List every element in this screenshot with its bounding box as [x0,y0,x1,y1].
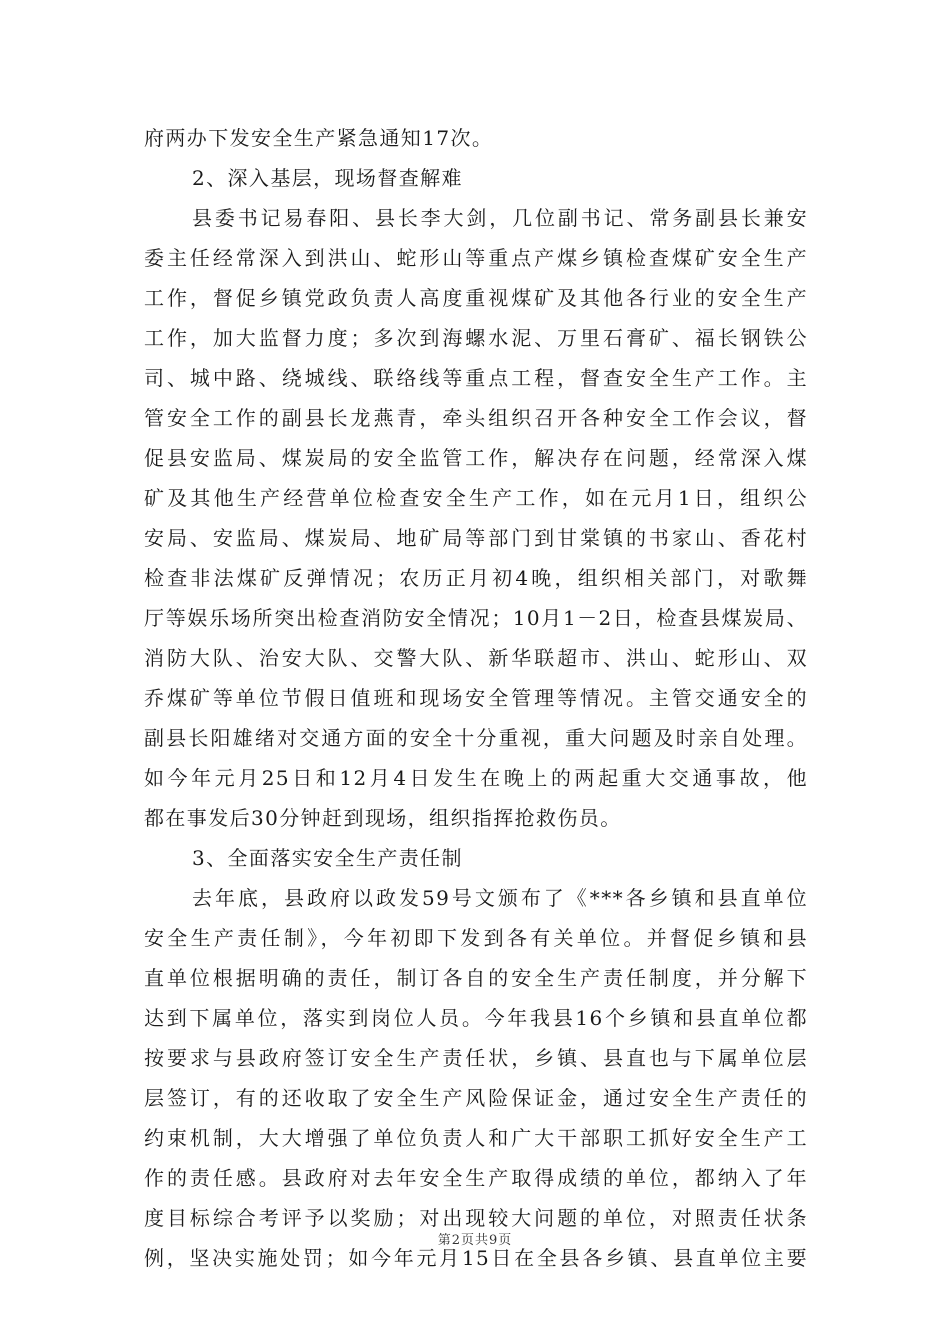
body-line: 达到下属单位，落实到岗位人员。今年我县16个乡镇和县直单位都 [144,1006,808,1030]
body-line: 都在事发后30分钟赶到现场，组织指挥抢救伤员。 [144,806,622,830]
body-line: 厅等娱乐场所突出检查消防安全情况；10月1－2日，检查县煤炭局、 [144,606,808,630]
body-line: 府两办下发安全生产紧急通知17次。 [144,126,494,150]
body-line: 促县安监局、煤炭局的安全监管工作，解决存在问题，经常深入煤 [144,446,808,470]
body-line: 直单位根据明确的责任，制订各自的安全生产责任制度，并分解下 [144,966,808,990]
body-line: 安全生产责任制》，今年初即下发到各有关单位。并督促乡镇和县 [144,926,808,950]
body-line: 度目标综合考评予以奖励；对出现较大问题的单位，对照责任状条 [144,1206,808,1230]
body-line: 作的责任感。县政府对去年安全生产取得成绩的单位，都纳入了年 [144,1166,808,1190]
body-line: 司、城中路、绕城线、联络线等重点工程，督查安全生产工作。主 [144,366,808,390]
body-line: 工作，加大监督力度；多次到海螺水泥、万里石膏矿、福长钢铁公 [144,326,808,350]
body-line: 县委书记易春阳、县长李大剑，几位副书记、常务副县长兼安 [192,206,808,230]
body-line: 副县长阳雄绪对交通方面的安全十分重视，重大问题及时亲自处理。 [144,726,808,750]
body-line: 消防大队、治安大队、交警大队、新华联超市、洪山、蛇形山、双 [144,646,808,670]
body-line: 例，坚决实施处罚；如今年元月15日在全县各乡镇、县直单位主要 [144,1246,808,1270]
body-line: 如今年元月25日和12月4日发生在晚上的两起重大交通事故，他 [144,766,808,790]
body-line: 检查非法煤矿反弹情况；农历正月初4晚，组织相关部门，对歌舞 [144,566,808,590]
section-heading: 2、深入基层，现场督查解难 [192,166,463,190]
body-line: 管安全工作的副县长龙燕青，牵头组织召开各种安全工作会议，督 [144,406,808,430]
body-line: 乔煤矿等单位节假日值班和现场安全管理等情况。主管交通安全的 [144,686,808,710]
body-line: 工作，督促乡镇党政负责人高度重视煤矿及其他各行业的安全生产 [144,286,808,310]
body-line: 按要求与县政府签订安全生产责任状，乡镇、县直也与下属单位层 [144,1046,808,1070]
body-line: 委主任经常深入到洪山、蛇形山等重点产煤乡镇检查煤矿安全生产 [144,246,808,270]
page-number-footer: 第2页共9页 [437,1233,513,1248]
body-line: 矿及其他生产经营单位检查安全生产工作，如在元月1日，组织公 [144,486,808,510]
document-body [144,118,808,1278]
body-line: 安局、安监局、煤炭局、地矿局等部门到甘棠镇的书家山、香花村 [144,526,808,550]
section-heading: 3、全面落实安全生产责任制 [192,846,463,870]
body-line: 去年底，县政府以政发59号文颁布了《***各乡镇和县直单位 [192,886,808,910]
body-line: 层签订，有的还收取了安全生产风险保证金，通过安全生产责任的 [144,1086,808,1110]
body-line: 约束机制，大大增强了单位负责人和广大干部职工抓好安全生产工 [144,1126,808,1150]
